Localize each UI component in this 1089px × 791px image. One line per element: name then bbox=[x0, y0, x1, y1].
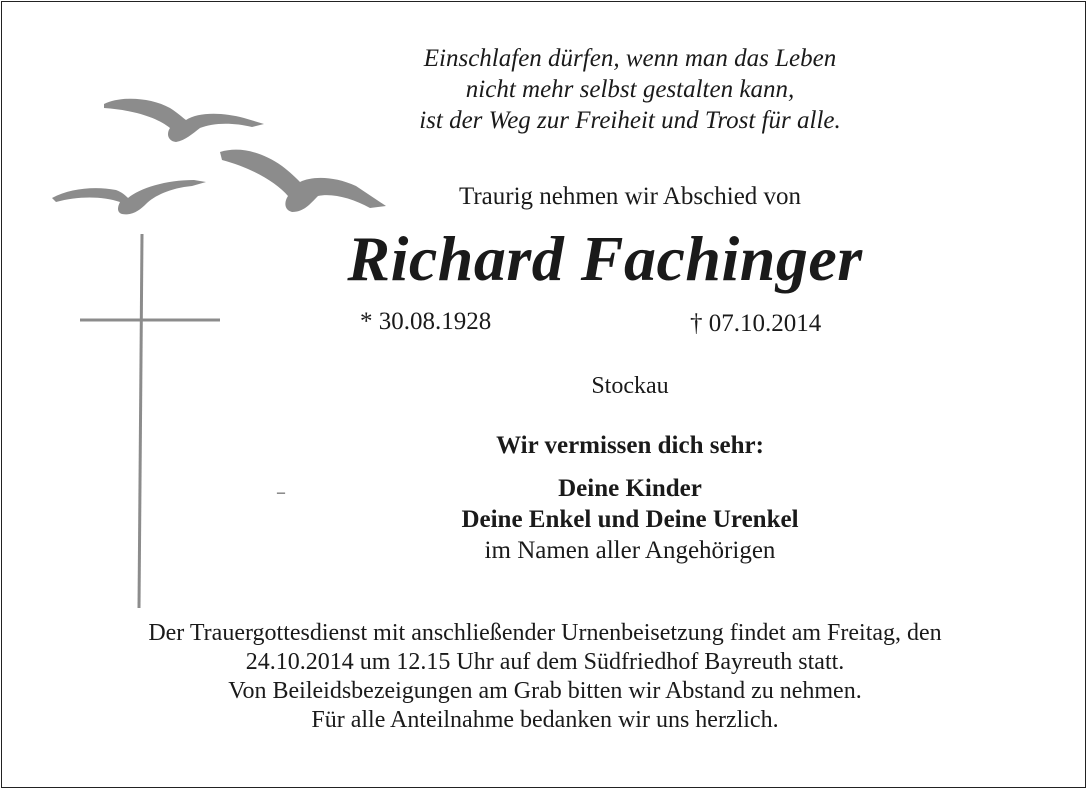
mourner-line: Deine Kinder bbox=[558, 475, 702, 502]
poem-line: nicht mehr selbst gestalten kann, bbox=[465, 76, 795, 103]
birth-date: * 30.08.1928 bbox=[360, 308, 492, 335]
service-line: Von Beileidsbezeigungen am Grab bitten wir Abstand zu nehmen. bbox=[228, 678, 862, 704]
service-info bbox=[40, 619, 1050, 735]
mourners-heading: Wir vermissen dich sehr: bbox=[496, 432, 764, 459]
death-date: † 07.10.2014 bbox=[690, 310, 822, 337]
birds-icon bbox=[52, 99, 386, 215]
service-line: 24.10.2014 um 12.15 Uhr auf dem Südfriedhof Bayreuth statt. bbox=[245, 649, 845, 675]
dash-mark: – bbox=[277, 484, 285, 501]
deceased-name: Richard Fachinger bbox=[347, 223, 863, 294]
intro-text: Traurig nehmen wir Abschied von bbox=[458, 183, 802, 210]
poem bbox=[370, 43, 890, 136]
poem-line: Einschlafen dürfen, wenn man das Leben bbox=[423, 45, 837, 72]
place-of-residence: Stockau bbox=[591, 373, 669, 399]
poem-line: ist der Weg zur Freiheit und Trost für alle. bbox=[419, 107, 841, 134]
service-line: Für alle Anteilnahme bedanken wir uns herzlich. bbox=[311, 707, 779, 733]
mourner-line: Deine Enkel und Deine Urenkel bbox=[461, 506, 799, 533]
cross-icon bbox=[80, 234, 220, 608]
mourners-list bbox=[330, 473, 930, 566]
mourner-line: im Namen aller Angehörigen bbox=[484, 537, 776, 564]
service-line: Der Trauergottesdienst mit anschließender Urnenbeisetzung findet am Freitag, den bbox=[148, 620, 942, 646]
